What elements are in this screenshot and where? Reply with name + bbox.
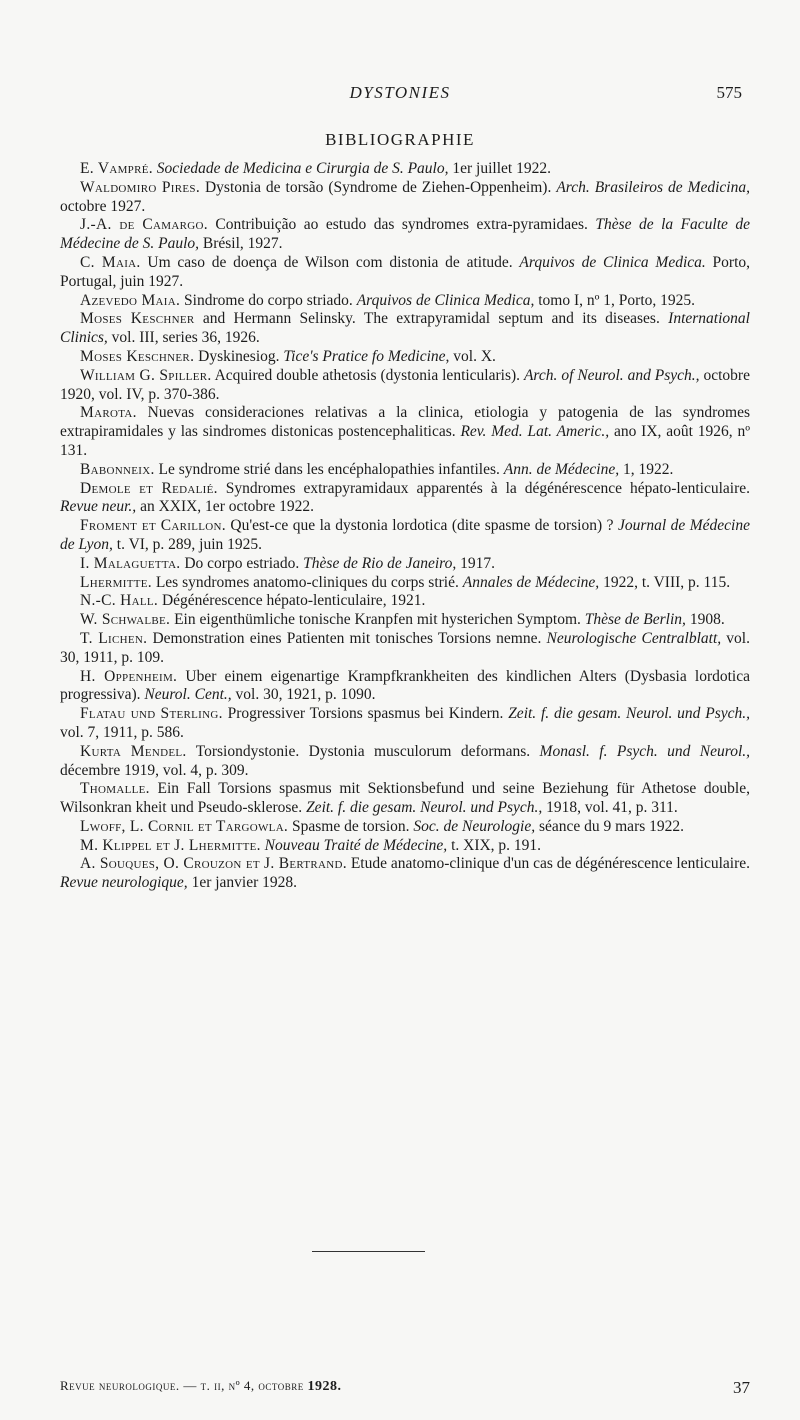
entry-details: Brésil, 1927. bbox=[199, 235, 283, 253]
entry-author: Demole et Redalié. bbox=[80, 479, 218, 497]
bibliography-entry bbox=[60, 367, 750, 405]
end-rule bbox=[312, 1251, 425, 1252]
page-footer bbox=[60, 1378, 750, 1400]
bibliography-entry bbox=[60, 216, 750, 254]
bibliography-entry bbox=[60, 461, 750, 480]
entry-author: A. Souques, O. Crouzon et J. Bertrand. bbox=[80, 855, 347, 873]
bibliography-entry bbox=[60, 705, 750, 743]
footer-sheet-number: 37 bbox=[733, 1378, 750, 1397]
entry-author: William G. Spiller. bbox=[80, 366, 212, 384]
entry-publication: Tice's Pratice fo Medicine, bbox=[283, 347, 450, 365]
entry-author: N.-C. Hall. bbox=[80, 592, 159, 610]
entry-author: Lhermitte. bbox=[80, 573, 152, 591]
footer-journal bbox=[60, 1378, 342, 1395]
entry-author: H. Oppenheim. bbox=[80, 667, 178, 685]
footer-year: 1928. bbox=[307, 1379, 342, 1394]
entry-text: Torsiondystonie. Dystonia musculorum deformans. bbox=[186, 742, 540, 760]
entry-details: vol. 7, 1911, p. 586. bbox=[60, 723, 184, 741]
entry-publication: Revue neur., bbox=[60, 498, 137, 516]
entry-publication: Monasl. f. Psych. und Neurol., bbox=[539, 742, 751, 760]
bibliography-entry bbox=[60, 668, 750, 706]
entry-author: Kurta Mendel. bbox=[80, 742, 187, 760]
entry-details: 1er juillet 1922. bbox=[448, 160, 551, 177]
bibliography-entry bbox=[60, 780, 750, 818]
entry-details: 1918, vol. 41, p. 311. bbox=[542, 799, 678, 817]
entry-author: I. Malaguetta. bbox=[80, 554, 181, 572]
entry-details: ano IX, août 1926, nº 131. bbox=[60, 423, 750, 459]
entry-author: Moses Keschner bbox=[80, 310, 195, 328]
bibliography-entry bbox=[60, 855, 750, 893]
entry-publication: Annales de Médecine, bbox=[462, 573, 600, 591]
entry-publication: Thèse de la Faculte de Médecine de S. Paulo, bbox=[60, 216, 750, 253]
running-title: DYSTONIES bbox=[349, 83, 451, 102]
entry-details: octobre 1927. bbox=[60, 197, 146, 215]
entry-details: vol. III, series 36, 1926. bbox=[107, 329, 260, 347]
entry-details: vol. 30, 1921, p. 1090. bbox=[231, 686, 376, 704]
entry-text: Etude anatomo-clinique d'un cas de dégénérescence lenticulaire. bbox=[346, 855, 750, 873]
bibliography-entry bbox=[60, 630, 750, 668]
entry-publication: Arquivos de Clinica Medica, bbox=[356, 291, 535, 309]
entry-author: Moses Keschner. bbox=[80, 347, 195, 365]
bibliography-entry bbox=[60, 837, 750, 856]
entry-author: W. Schwalbe. bbox=[80, 611, 171, 629]
entry-publication: Thèse de Rio de Janeiro, bbox=[303, 554, 457, 572]
entry-author: C. Maia. bbox=[80, 253, 141, 271]
entry-details: an XXIX, 1er octobre 1922. bbox=[136, 498, 314, 516]
bibliography-entry bbox=[60, 818, 750, 837]
entry-text: and Hermann Selinsky. The extrapyramidal septum and its diseases. bbox=[194, 310, 669, 328]
bibliography-entry bbox=[60, 611, 750, 630]
bibliography-list bbox=[60, 160, 750, 893]
entry-author: Lwoff, L. Cornil et Targowla. bbox=[80, 817, 289, 835]
entry-text: Contribuição ao estudo das syndromes extra-pyramidaes. bbox=[207, 216, 596, 234]
bibliography-entry bbox=[60, 160, 750, 179]
page-number: 575 bbox=[716, 83, 742, 102]
entry-publication: Journal de Médecine de Lyon, bbox=[60, 517, 750, 553]
entry-text: Spasme de torsion. bbox=[288, 817, 414, 835]
entry-publication: Arch. of Neurol. and Psych., bbox=[523, 366, 700, 384]
entry-details: vol. X. bbox=[449, 347, 496, 365]
entry-details: séance du 9 mars 1922. bbox=[535, 817, 685, 835]
entry-details: 1922, t. VIII, p. 115. bbox=[599, 573, 731, 591]
entry-publication: Zeit. f. die gesam. Neurol. und Psych., bbox=[306, 799, 543, 817]
entry-details: 1917. bbox=[456, 554, 496, 572]
entry-text: Um caso de doença de Wilson com distonia de atitude. bbox=[140, 253, 520, 271]
entry-details: 1, 1922. bbox=[619, 460, 674, 478]
entry-text: Nuevas consideraciones relativas a la clinica, etiologia y patogenia de las syndromes extrapiramidales y las sindromes distonicas postencephaliticas. bbox=[60, 404, 750, 441]
entry-publication: Sociedade de Medicina e Cirurgia de S. Paulo, bbox=[156, 160, 449, 177]
entry-publication: Thèse de Berlin, bbox=[584, 611, 686, 629]
entry-details: t. VI, p. 289, juin 1925. bbox=[112, 535, 263, 553]
entry-text: Do corpo estriado. bbox=[180, 554, 304, 572]
entry-text: Dystonia de torsão (Syndrome de Ziehen-Oppenheim). bbox=[200, 178, 557, 196]
bibliography-entry bbox=[60, 404, 750, 460]
bibliography-entry bbox=[60, 743, 750, 781]
running-head bbox=[0, 83, 800, 105]
footer-journal-text: Revue neurologique. — t. ii, nº 4, octobre bbox=[60, 1378, 304, 1393]
bibliography-entry bbox=[60, 292, 750, 311]
entry-text: Demonstration eines Patienten mit tonisches Torsions nemne. bbox=[147, 629, 547, 647]
entry-text: Syndromes extrapyramidaux apparentés à la dégénérescence hépato-lenticulaire. bbox=[217, 479, 751, 497]
entry-author: Froment et Carillon. bbox=[80, 517, 226, 535]
bibliography-entry bbox=[60, 348, 750, 367]
bibliography-entry bbox=[60, 179, 750, 217]
entry-text: Le syndrome strié dans les encéphalopathies infantiles. bbox=[154, 460, 504, 478]
bibliography-entry bbox=[60, 574, 750, 593]
entry-publication: Soc. de Neurologie, bbox=[413, 817, 536, 835]
entry-author: E. Vampré. bbox=[80, 160, 153, 177]
entry-text: Qu'est-ce que la dystonia lordotica (dite spasme de torsion) ? bbox=[225, 517, 618, 535]
entry-details: Porto, Portugal, juin 1927. bbox=[60, 253, 751, 290]
bibliography-entry bbox=[60, 592, 750, 611]
entry-publication: Neurologische Centralblatt, bbox=[546, 629, 722, 647]
bibliography-entry bbox=[60, 555, 750, 574]
entry-publication: International Clinics, bbox=[60, 310, 750, 347]
bibliography-entry bbox=[60, 517, 750, 555]
entry-text: Ein eigenthümliche tonische Kranpfen mit hysterichen Symptom. bbox=[170, 611, 585, 629]
entry-publication: Zeit. f. die gesam. Neurol. und Psych., bbox=[508, 705, 751, 723]
entry-text: Acquired double athetosis (dystonia lenticularis). bbox=[211, 366, 524, 384]
entry-details: tomo I, nº 1, Porto, 1925. bbox=[534, 291, 695, 309]
entry-author: Azevedo Maia. bbox=[80, 291, 181, 309]
bibliography-entry bbox=[60, 480, 750, 518]
entry-author: T. Lichen. bbox=[80, 629, 148, 647]
entry-publication: Rev. Med. Lat. Americ., bbox=[460, 423, 610, 441]
entry-text: Sindrome do corpo striado. bbox=[180, 291, 357, 309]
entry-author: Thomalle. bbox=[80, 780, 150, 798]
bibliography-entry bbox=[60, 254, 750, 292]
entry-publication: Arch. Brasileiros de Medicina, bbox=[556, 178, 750, 196]
entry-author: Flatau und Sterling. bbox=[80, 705, 223, 723]
entry-publication: Ann. de Médecine, bbox=[503, 460, 620, 478]
entry-author: J.-A. de Camargo. bbox=[80, 216, 208, 234]
entry-author: Waldomiro Pires. bbox=[80, 178, 201, 196]
entry-author: M. Klippel et J. Lhermitte. bbox=[80, 836, 261, 854]
entry-details: décembre 1919, vol. 4, p. 309. bbox=[60, 761, 249, 779]
entry-text: Les syndromes anatomo-cliniques du corps strié. bbox=[151, 573, 463, 591]
entry-publication: Neurol. Cent., bbox=[144, 686, 232, 704]
entry-text: Dégénérescence hépato-lenticulaire, 1921. bbox=[158, 592, 426, 610]
entry-author: Babonneix. bbox=[80, 460, 155, 478]
section-title: BIBLIOGRAPHIE bbox=[325, 130, 475, 149]
entry-author: Marota. bbox=[80, 404, 137, 422]
entry-details: vol. 30, 1911, p. 109. bbox=[60, 629, 750, 666]
bibliography-entry bbox=[60, 310, 750, 348]
entry-details: octobre 1920, vol. IV, p. 370-386. bbox=[60, 366, 750, 403]
entry-text: Uber einem eigenartige Krampfkrankheiten des kindlichen Alters (Dysbasia lordotica progressiva). bbox=[60, 667, 750, 704]
entry-text: Progressiver Torsions spasmus bei Kindern. bbox=[222, 705, 509, 723]
entry-details: 1er janvier 1928. bbox=[187, 874, 298, 892]
entry-publication: Arquivos de Clinica Medica. bbox=[519, 253, 706, 271]
entry-publication: Nouveau Traité de Médecine, bbox=[264, 836, 448, 854]
entry-details: t. XIX, p. 191. bbox=[447, 836, 542, 854]
entry-details: 1908. bbox=[685, 611, 725, 629]
entry-publication: Revue neurologique, bbox=[60, 874, 188, 892]
entry-text: Dyskinesiog. bbox=[194, 347, 284, 365]
entry-text: Ein Fall Torsions spasmus mit Sektionsbefund und seine Beziehung für Athetose double, Wilsonkran kheit und Pseudo-sklerose. bbox=[60, 780, 750, 817]
